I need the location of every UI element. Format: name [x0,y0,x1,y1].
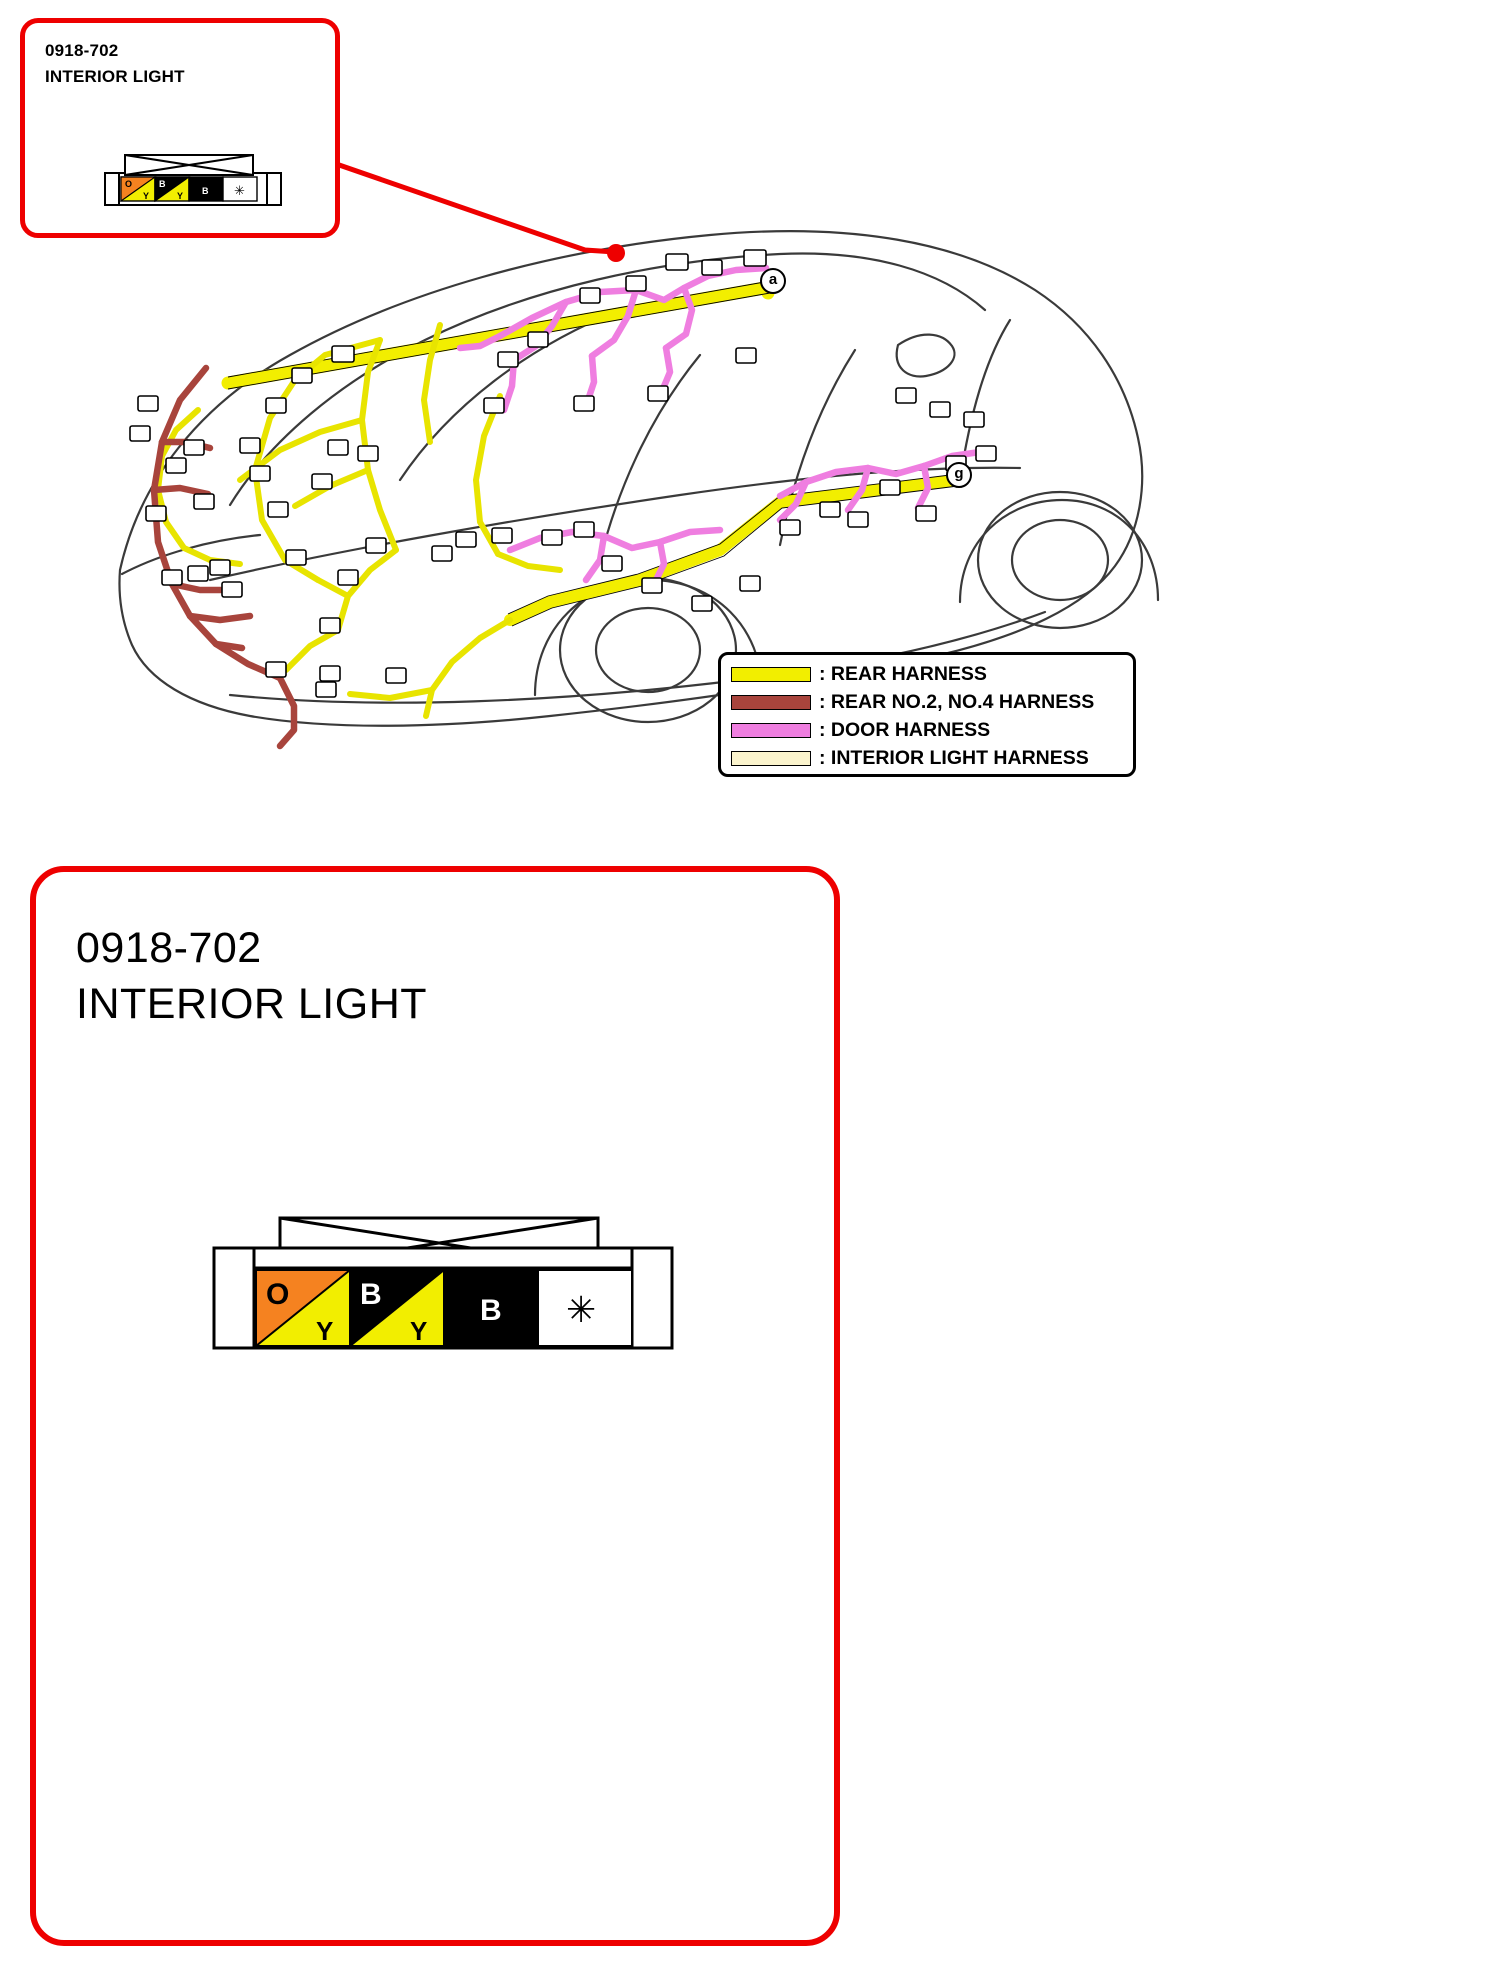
harness-legend [718,652,1136,777]
legend-label-rear-no2-no4-harness: : REAR NO.2, NO.4 HARNESS [819,690,1095,713]
legend-item-rear-harness [721,660,1133,688]
legend-label-interior-light-harness: : INTERIOR LIGHT HARNESS [819,746,1089,769]
svg-text:Y: Y [316,1316,334,1346]
callout-code: 0918-702 [45,41,119,60]
legend-item-door-harness [721,716,1133,744]
svg-text:Y: Y [177,191,184,201]
connector-pinout-diagram [208,1212,678,1372]
detail-name: INTERIOR LIGHT [76,980,428,1028]
legend-swatch-rear-no2-no4-harness [731,695,811,710]
legend-item-rear-no2-no4-harness [721,688,1133,716]
legend-swatch-door-harness [731,723,811,738]
svg-text:O: O [266,1278,290,1311]
legend-swatch-rear-harness [731,667,811,682]
mini-connector-diagram [103,151,283,213]
svg-text:B: B [202,186,209,196]
svg-text:B: B [480,1294,502,1327]
detail-panel-interior-light [30,866,840,1946]
node-marker-a: a [760,268,786,294]
svg-text:B: B [360,1278,382,1311]
svg-text:Y: Y [410,1316,428,1346]
svg-text:B: B [159,179,166,189]
legend-label-door-harness: : DOOR HARNESS [819,718,991,741]
callout-box-interior-light [20,18,340,238]
detail-code: 0918-702 [76,924,262,972]
node-marker-g: g [946,462,972,488]
legend-label-rear-harness: : REAR HARNESS [819,662,987,685]
legend-swatch-interior-light-harness [731,751,811,766]
svg-text:✳: ✳ [234,183,245,198]
legend-item-interior-light-harness [721,744,1133,772]
callout-name: INTERIOR LIGHT [45,67,185,86]
svg-text:O: O [125,179,133,189]
svg-text:Y: Y [143,191,150,201]
svg-text:✳: ✳ [566,1289,597,1330]
